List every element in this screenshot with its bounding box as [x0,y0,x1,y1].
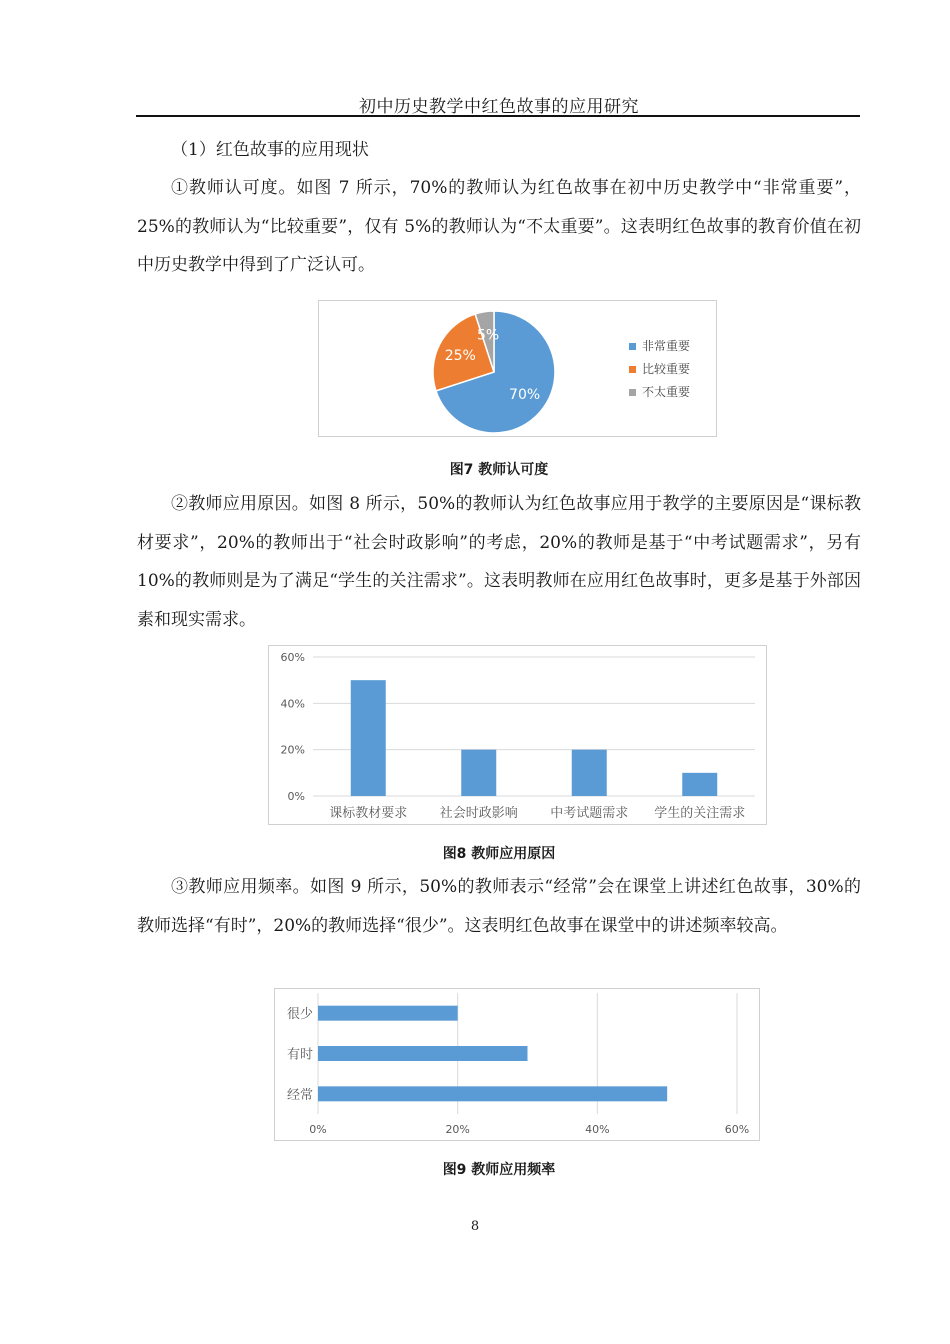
paragraph-application-reasons: ②教师应用原因。如图 8 所示，50%的教师认为红色故事应用于教学的主要原因是“课标教材要求”，20%的教师出于“社会时政影响”的考虑，20%的教师是基于“中考试题需求”，另有 10%的教师则是为了满足“学生的关注需求”。这表明教师在应用红色故事时，更多是基于外部因素和现实需求。 [137,494,861,630]
running-header-title: 初中历史教学中红色故事的应用研究 [359,97,639,117]
header-rule [136,115,860,117]
fig9-bar-chart [274,988,760,1141]
bar [461,750,496,796]
paragraph-teacher-recognition: ①教师认可度。如图 7 所示，70%的教师认为红色故事在初中历史教学中“非常重要”，25%的教师认为“比较重要”，仅有 5%的教师认为“不太重要”。这表明红色故事的教育价值在初中历史教学中得到了广泛认可。 [137,178,861,275]
legend-item-fairly-important [629,358,690,381]
bar [572,750,607,796]
pie-data-label: 5% [476,327,500,344]
bar-chart-svg [275,989,759,1140]
fig7-pie-chart [318,300,717,437]
figure-8-caption: 图8 教师应用原因 [442,846,556,862]
x-tick-label: 20% [445,1123,470,1136]
y-tick-label: 20% [280,743,305,757]
pie-legend [629,335,690,404]
pie-data-label: 25% [444,347,476,364]
paragraph-application-frequency: ③教师应用频率。如图 9 所示，50%的教师表示“经常”会在课堂上讲述红色故事，30%的教师选择“有时”，20%的教师选择“很少”。这表明红色故事在课堂中的讲述频率较高。 [137,877,861,936]
x-category-label: 社会时政影响 [439,806,518,821]
pie-data-label: 70% [509,387,541,404]
legend-swatch [629,366,636,373]
section-heading: （1）红色故事的应用现状 [171,140,369,160]
figure-9-caption: 图9 教师应用频率 [442,1162,556,1178]
bar [318,1006,458,1021]
bar [318,1046,528,1061]
bar [318,1086,667,1101]
y-tick-label: 0% [287,790,305,803]
bar [682,773,717,796]
x-category-label: 学生的关注需求 [654,806,746,821]
page-number: 8 [470,1219,480,1234]
y-tick-label: 60% [280,651,305,664]
legend-swatch [629,389,636,396]
legend-swatch [629,343,636,350]
x-category-label: 中考试题需求 [550,806,629,821]
legend-item-very-important [629,335,690,358]
y-category-label: 有时 [286,1047,313,1063]
y-category-label: 经常 [286,1087,313,1103]
fig8-column-chart [268,645,767,825]
y-tick-label: 40% [280,697,305,711]
legend-label: 不太重要 [642,385,691,399]
legend-label: 非常重要 [642,339,691,353]
y-category-label: 很少 [286,1007,313,1023]
x-tick-label: 40% [585,1123,610,1136]
legend-label: 比较重要 [642,362,691,376]
x-category-label: 课标教材要求 [329,806,408,821]
column-chart-svg [269,646,766,824]
legend-item-not-very-important [629,381,690,404]
x-tick-label: 0% [309,1123,327,1136]
bar [351,680,386,796]
figure-7-caption: 图7 教师认可度 [449,462,549,478]
x-tick-label: 60% [724,1123,750,1136]
